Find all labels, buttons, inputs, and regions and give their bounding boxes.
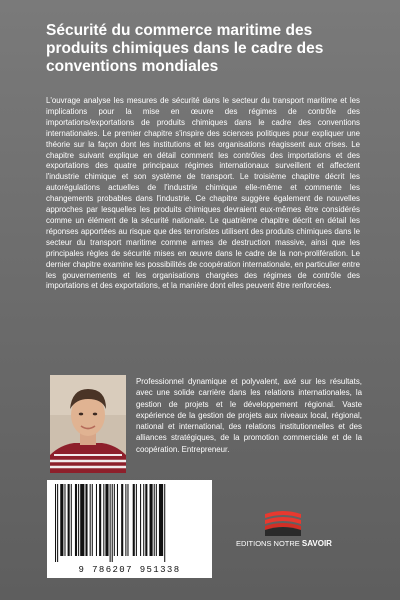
barcode-bar [64, 484, 65, 556]
barcode-bar [60, 484, 63, 556]
barcode-bar [117, 484, 118, 556]
barcode-bar [112, 484, 113, 562]
book-summary: L'ouvrage analyse les mesures de sécurité dans le secteur du transport maritime et les implications pour la mise en œuvre des régimes de contrôle des importations/exportations de produits chimiques dans le cadre des conventions internationales. Le premier chapitre s'inspire des sciences politiques pour expliquer une théorie sur la façon dont les institutions et les organisations réagissent aux crises. Le chapitre suivant explique en détail comment les contrôles des importations et des exportations des quatre principaux régimes internationaux surveillent et affectent l'industrie chimique et son système de transport. Le troisième chapitre décrit les autorégulations actuelles de l'industrie chimique elle-même et commente les changements probables dans l'industrie. Ce chapitre suggère également de nouvelles approches par lesquelles les produits chimiques devraient eux-mêmes être considérés comme un élément de la sécurité nationale. Le quatrième chapitre décrit en détail les réponses apportées au risque que des terroristes utilisent des produits chimiques dans le secteur du transport maritime comme armes de destruction massive, ainsi que les principales règles de sécurité mises en œuvre dans le cadre de la non-prolifération. Le dernier chapitre examine les possibilités de coopération internationale, en particulier entre les gouvernements et les organisations chargées des régimes de contrôle des importations et des exportations, et la manière dont elles peuvent être renforcées. [46, 96, 360, 291]
barcode-bar [154, 484, 155, 556]
barcode-bar [78, 484, 79, 556]
barcode-bar [143, 484, 144, 556]
barcode-bar [90, 484, 91, 556]
barcode-bar [125, 484, 126, 556]
publisher-logo [261, 508, 305, 543]
barcode-bar [71, 484, 72, 556]
barcode-bar [96, 484, 97, 556]
barcode-bar [92, 484, 93, 556]
barcode-bar [159, 484, 163, 556]
barcode-bar [85, 484, 87, 556]
author-bio: Professionnel dynamique et polyvalent, axé sur les résultats, avec une solide carrière dans les relations internationales, la gestion de projets et le développement régional. Vaste expérience de la gestion de projets aux niveaux local, régional, national et international, des relations institutionnelles et des alliances stratégiques, de la promotion commerciale et de la coopération. Entrepreneur. [136, 377, 362, 454]
barcode-bar [121, 484, 123, 556]
barcode-bar [110, 484, 111, 562]
barcode-bar [55, 484, 56, 562]
barcode-bar [57, 484, 58, 562]
publisher-prefix: EDITIONS NOTRE [236, 539, 302, 548]
barcode-bars [53, 484, 206, 562]
book-title: Sécurité du commerce maritime des produits chimiques dans le cadre des conventions mondiales [46, 22, 324, 75]
barcode-bar [140, 484, 141, 556]
barcode-bar [75, 484, 77, 556]
barcode-bar [164, 484, 165, 562]
barcode-bar [127, 484, 128, 556]
isbn-number: 9 786207 951338 [78, 565, 181, 575]
barcode-bar [80, 484, 84, 556]
barcode-bar [99, 484, 101, 556]
barcode-bar [114, 484, 115, 556]
barcode-bar [136, 484, 137, 556]
barcode-bar [145, 484, 147, 556]
publisher-name-bold: SAVOIR [301, 539, 332, 548]
barcode-bar [156, 484, 157, 556]
barcode-bar [133, 484, 135, 556]
barcode-bar [68, 484, 70, 556]
publisher-name [229, 539, 339, 548]
barcode-bar [105, 484, 108, 556]
isbn-barcode [47, 480, 212, 578]
barcode-bar [103, 484, 104, 556]
barcode-bar [150, 484, 153, 556]
author-photo [50, 375, 126, 473]
